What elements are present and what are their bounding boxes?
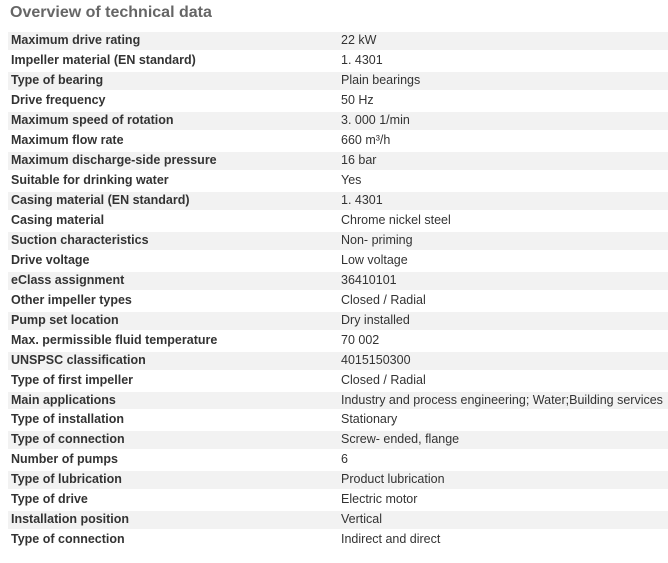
- table-row: [8, 272, 668, 290]
- row-label: Type of lubrication: [8, 471, 338, 489]
- table-row: [8, 471, 668, 489]
- technical-data-table: [8, 30, 668, 551]
- table-row: [8, 52, 668, 70]
- table-row: [8, 332, 668, 350]
- row-label: Casing material: [8, 212, 338, 230]
- row-value: 1. 4301: [338, 52, 668, 70]
- row-label: Number of pumps: [8, 451, 338, 469]
- row-label: Main applications: [8, 392, 338, 409]
- row-value: Screw- ended, flange: [338, 431, 668, 449]
- table-row: [8, 392, 668, 409]
- row-value: 50 Hz: [338, 92, 668, 110]
- row-value: Vertical: [338, 511, 668, 529]
- row-label: Suction characteristics: [8, 232, 338, 250]
- row-label: Drive voltage: [8, 252, 338, 270]
- table-row: [8, 212, 668, 230]
- row-label: Pump set location: [8, 312, 338, 330]
- row-label: Type of installation: [8, 411, 338, 429]
- row-label: Max. permissible fluid temperature: [8, 332, 338, 350]
- table-row: [8, 372, 668, 390]
- table-row: [8, 132, 668, 150]
- table-row: [8, 232, 668, 250]
- row-value: 6: [338, 451, 668, 469]
- row-label: Type of connection: [8, 431, 338, 449]
- table-row: [8, 72, 668, 90]
- row-label: eClass assignment: [8, 272, 338, 290]
- table-row: [8, 411, 668, 429]
- row-label: Type of bearing: [8, 72, 338, 90]
- row-value: Low voltage: [338, 252, 668, 270]
- row-value: Non- priming: [338, 232, 668, 250]
- row-label: Impeller material (EN standard): [8, 52, 338, 70]
- table-row: [8, 252, 668, 270]
- table-row: [8, 352, 668, 370]
- table-row: [8, 431, 668, 449]
- row-label: Type of drive: [8, 491, 338, 509]
- table-row: [8, 112, 668, 130]
- row-value: Chrome nickel steel: [338, 212, 668, 230]
- row-value: Electric motor: [338, 491, 668, 509]
- table-row: [8, 152, 668, 170]
- row-value: Closed / Radial: [338, 292, 668, 310]
- row-label: Maximum drive rating: [8, 32, 338, 50]
- row-label: Drive frequency: [8, 92, 338, 110]
- row-value: Dry installed: [338, 312, 668, 330]
- table-row: [8, 192, 668, 210]
- row-value: 70 002: [338, 332, 668, 350]
- table-row: [8, 32, 668, 50]
- row-value: 36410101: [338, 272, 668, 290]
- row-value: 1. 4301: [338, 192, 668, 210]
- table-row: [8, 491, 668, 509]
- row-value: 3. 000 1/min: [338, 112, 668, 130]
- row-label: Casing material (EN standard): [8, 192, 338, 210]
- row-label: Installation position: [8, 511, 338, 529]
- row-value: Yes: [338, 172, 668, 190]
- table-row: [8, 511, 668, 529]
- row-label: Type of first impeller: [8, 372, 338, 390]
- row-value: Closed / Radial: [338, 372, 668, 390]
- row-value: Plain bearings: [338, 72, 668, 90]
- row-label: Maximum flow rate: [8, 132, 338, 150]
- row-value: 22 kW: [338, 32, 668, 50]
- row-label: Type of connection: [8, 531, 338, 549]
- row-label: Maximum speed of rotation: [8, 112, 338, 130]
- row-label: Other impeller types: [8, 292, 338, 310]
- table-row: [8, 451, 668, 469]
- table-row: [8, 531, 668, 549]
- row-value: Indirect and direct: [338, 531, 668, 549]
- table-row: [8, 92, 668, 110]
- table-row: [8, 312, 668, 330]
- row-value: 16 bar: [338, 152, 668, 170]
- row-value: Stationary: [338, 411, 668, 429]
- row-value: Industry and process engineering; Water;Building services: [338, 392, 668, 409]
- row-label: Maximum discharge-side pressure: [8, 152, 338, 170]
- page-title: Overview of technical data: [10, 4, 212, 21]
- row-label: UNSPSC classification: [8, 352, 338, 370]
- row-value: Product lubrication: [338, 471, 668, 489]
- table-row: [8, 172, 668, 190]
- row-value: 4015150300: [338, 352, 668, 370]
- row-value: 660 m³/h: [338, 132, 668, 150]
- row-label: Suitable for drinking water: [8, 172, 338, 190]
- table-row: [8, 292, 668, 310]
